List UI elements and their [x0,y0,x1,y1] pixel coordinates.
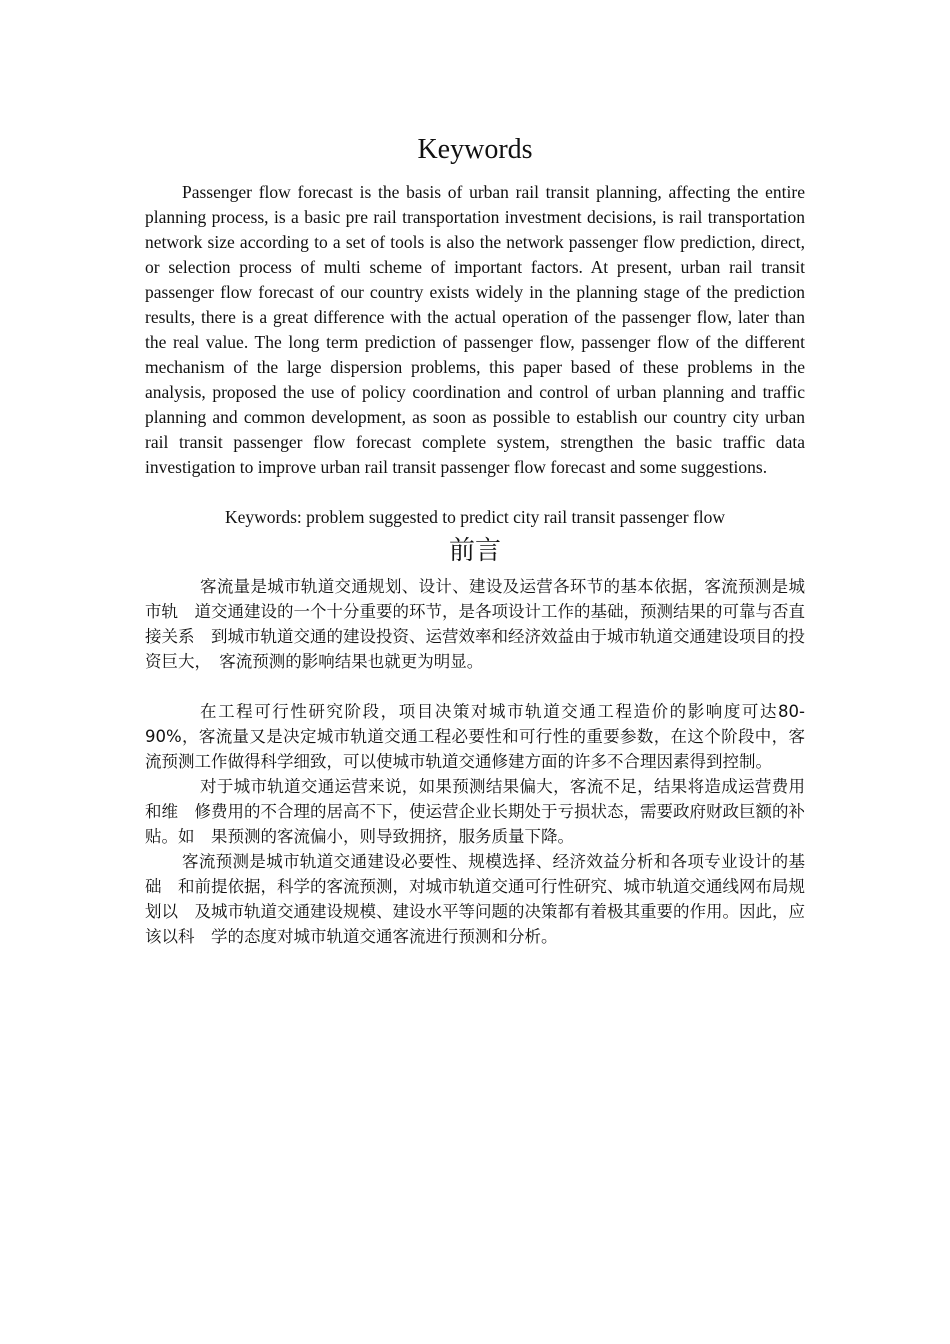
document-page [145,128,805,949]
chinese-paragraph-3: 对于城市轨道交通运营来说，如果预测结果偏大，客流不足，结果将造成运营费用和维 修费用的不合理的居高不下，使运营企业长期处于亏损状态，需要政府财政巨额的补贴。如 果预测的客流偏小，则导致拥挤，服务质量下降。 [145,777,805,846]
english-keywords-line: Keywords: problem suggested to predict city rail transit passenger flow [224,507,726,527]
chinese-paragraph-1: 客流量是城市轨道交通规划、设计、建设及运营各环节的基本依据，客流预测是城市轨 道交通建设的一个十分重要的环节，是各项设计工作的基础，预测结果的可靠与否直接关系 到城市轨道交通的建设投资、运营效率和经济效益由于城市轨道交通建设项目的投资巨大， 客流预测的影响结果也就更为明显。 [145,577,805,671]
english-section-title: Keywords [417,134,533,165]
chinese-section-title: 前言 [448,536,501,566]
chinese-paragraph-4: 客流预测是城市轨道交通建设必要性、规模选择、经济效益分析和各项专业设计的基础 和前提依据，科学的客流预测，对城市轨道交通可行性研究、城市轨道交通线网布局规划以 及城市轨道交通建设规模、建设水平等问题的决策都有着极其重要的作用。因此，应该以科 学的态度对城市轨道交通客流进行预测和分析。 [145,852,805,946]
english-abstract-paragraph: Passenger flow forecast is the basis of urban rail transit planning, affecting the entire planning process, is a basic pre rail transportation investment decisions, is rail transportation network size according to a set of tools is also the network passenger flow prediction, direct, or selection process of multi scheme of important factors. At present, urban rail transit passenger flow forecast of our country exists widely in the planning stage of the prediction results, there is a great difference with the actual operation of the passenger flow, later than the real value. The long term prediction of passenger flow, passenger flow of the different mechanism of the large dispersion problems, this paper based of these problems in the analysis, proposed the use of policy coordination and control of urban planning and traffic planning and common development, as soon as possible to establish our country city urban rail transit passenger flow forecast complete system, strengthen the basic traffic data investigation to improve urban rail transit passenger flow forecast and some suggestions. [145,182,805,477]
chinese-paragraph-2: 在工程可行性研究阶段，项目决策对城市轨道交通工程造价的影响度可达80-90%，客流量又是决定城市轨道交通工程必要性和可行性的重要参数，在这个阶段中，客流预测工作做得科学细致，可以使城市轨道交通修建方面的许多不合理因素得到控制。 [145,702,805,771]
